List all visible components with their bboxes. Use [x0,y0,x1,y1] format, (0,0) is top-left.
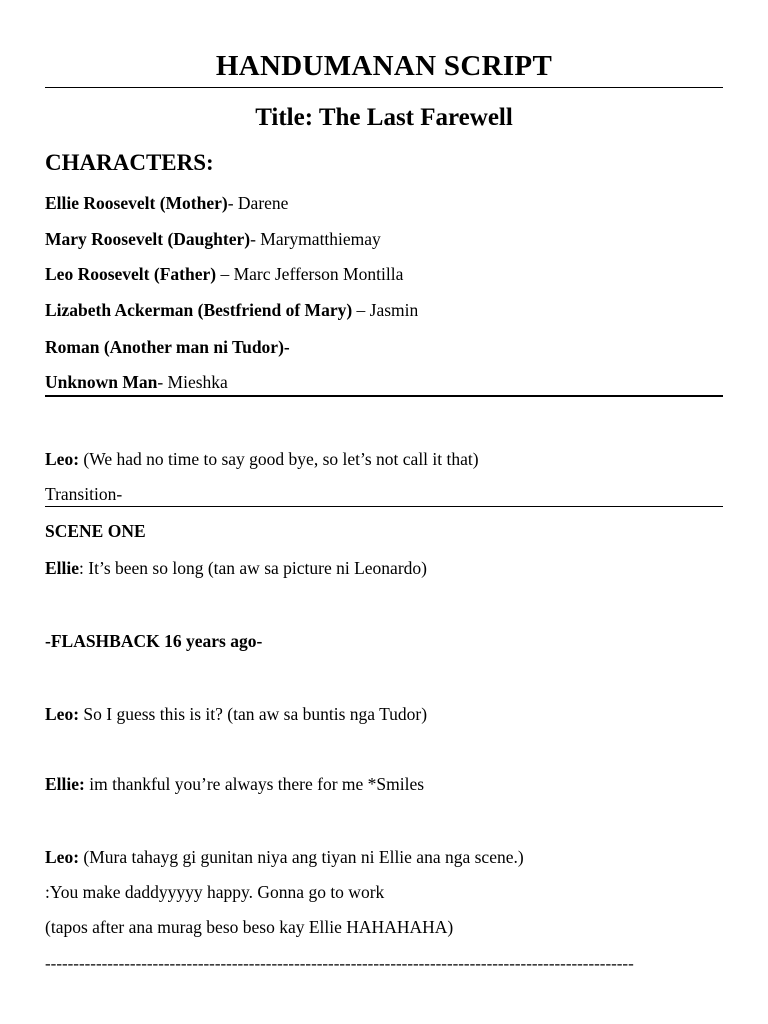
character-actor: Darene [237,193,289,213]
character-separator: – [216,264,234,284]
speaker-name: Leo: [45,704,80,724]
character-actor: Jasmin [369,300,419,320]
character-actor: Mieshka [167,372,228,392]
scene-heading: SCENE ONE [45,521,146,541]
document-title: HANDUMANAN SCRIPT [215,50,553,82]
dashed-divider: -------------------------------------------------------------------------------------------------------- [45,954,634,973]
character-entry [45,298,418,322]
dialogue-text: So I guess this is it? (tan aw sa buntis nga Tudor) [79,704,428,724]
dialogue-text: (Mura tahayg gi gunitan niya ang tiyan ni Ellie ana nga scene.) [79,847,524,867]
character-entry [45,227,381,251]
character-separator: – [352,300,370,320]
character-role: Lizabeth Ackerman (Bestfriend of Mary) [45,300,353,320]
speaker-name: Leo: [45,847,80,867]
characters-heading: CHARACTERS: [45,150,214,175]
character-separator: - [157,372,168,392]
speaker-name: Ellie [45,558,80,578]
character-role: Mary Roosevelt (Daughter) [45,229,251,249]
character-entry [45,370,228,394]
character-entry [45,191,288,215]
dialogue-line [45,556,427,580]
stage-direction: (tapos after ana murag beso beso kay Ellie HAHAHAHA) [45,917,454,937]
script-title: Title: The Last Farewell [255,104,513,131]
character-role: Ellie Roosevelt (Mother) [45,193,228,213]
dialogue-text: : It’s been so long (tan aw sa picture ni Leonardo) [79,558,427,578]
character-role: Unknown Man [45,372,158,392]
character-role: Roman (Another man ni Tudor)- [45,337,290,357]
transition-divider [45,506,723,507]
character-entry [45,262,403,286]
dialogue-line [45,702,427,726]
dialogue-text: im thankful you’re always there for me *Smiles [84,774,425,794]
transition-label: Transition- [45,484,123,504]
characters-divider [45,395,723,397]
flashback-heading: -FLASHBACK 16 years ago- [45,631,263,651]
character-actor: Marymatthiemay [260,229,381,249]
character-actor: Marc Jefferson Montilla [233,264,404,284]
dialogue-line [45,772,424,796]
character-separator: - [227,193,238,213]
speaker-name: Ellie: [45,774,85,794]
dialogue-text: (We had no time to say good bye, so let’s not call it that) [79,449,479,469]
character-separator: - [250,229,261,249]
dialogue-line [45,447,479,471]
title-underline [45,87,723,88]
character-role: Leo Roosevelt (Father) [45,264,217,284]
dialogue-line [45,845,524,869]
speaker-name: Leo: [45,449,80,469]
dialogue-continuation: :You make daddyyyyy happy. Gonna go to work [45,882,385,902]
character-entry [45,335,290,359]
